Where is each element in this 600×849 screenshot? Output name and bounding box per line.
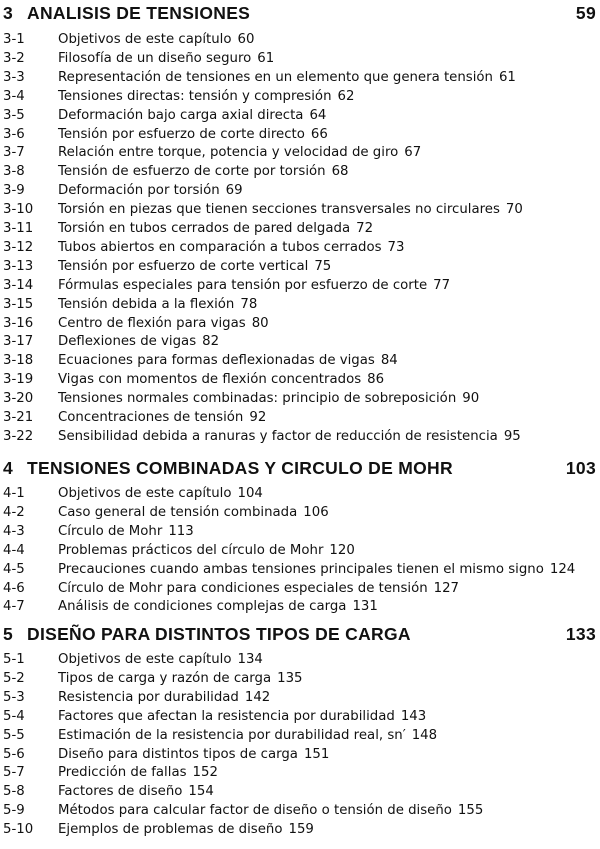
section-title: Análisis de condiciones complejas de carga xyxy=(58,599,347,615)
section-title: Deformación bajo carga axial directa xyxy=(58,107,304,123)
section-title: Precauciones cuando ambas tensiones principales tienen el mismo signo xyxy=(58,561,544,577)
section-page-number: 120 xyxy=(329,542,355,558)
section-number: 5-10 xyxy=(3,822,34,838)
section-number: 3-6 xyxy=(3,126,25,142)
section-page-number: 134 xyxy=(237,652,263,667)
section-title-wrap xyxy=(58,650,263,670)
section-title-wrap xyxy=(58,427,521,447)
section-page-number: 61 xyxy=(498,69,516,85)
section-page-number: 143 xyxy=(400,708,427,724)
section-page-number: 84 xyxy=(380,353,398,369)
section-number: 5-2 xyxy=(3,670,25,686)
section-title-wrap xyxy=(58,408,266,428)
section-number: 5-4 xyxy=(3,708,25,724)
section-title: Tensión debida a la flexión xyxy=(58,296,235,312)
section-title: Deflexiones de vigas xyxy=(58,334,197,350)
section-number: 3-2 xyxy=(3,50,25,66)
section-page-number: 80 xyxy=(251,315,269,331)
section-page-number: 142 xyxy=(244,689,271,705)
section-page-number: 104 xyxy=(237,486,263,501)
section-number: 3-20 xyxy=(3,391,34,407)
section-title: Sensibilidad debida a ranuras y factor de reducción de resistencia xyxy=(58,428,498,444)
section-page-number: 82 xyxy=(202,334,220,350)
section-title-wrap xyxy=(58,332,219,352)
section-page-number: 155 xyxy=(457,803,484,819)
section-page-number: 61 xyxy=(257,50,275,66)
section-page-number: 86 xyxy=(367,372,385,388)
section-title-wrap xyxy=(58,484,263,504)
section-title-wrap xyxy=(58,49,274,69)
section-number: 4-7 xyxy=(3,599,25,615)
section-page-number: 60 xyxy=(237,32,255,47)
section-page-number: 69 xyxy=(225,183,243,199)
section-page-number: 106 xyxy=(303,504,329,520)
section-number: 3-12 xyxy=(3,239,34,255)
section-number: 5-5 xyxy=(3,727,25,743)
section-title: Centro de flexión para vigas xyxy=(58,315,246,331)
chapter-page-number: 59 xyxy=(575,3,596,23)
chapter-heading xyxy=(3,624,598,648)
section-page-number: 78 xyxy=(240,296,258,312)
section-title-wrap xyxy=(58,200,523,220)
chapter-heading xyxy=(3,3,598,27)
section-title-wrap xyxy=(58,820,314,840)
section-page-number: 70 xyxy=(505,202,523,218)
section-page-number: 68 xyxy=(331,164,349,180)
section-title-wrap xyxy=(58,801,483,821)
section-title-wrap xyxy=(58,295,257,315)
chapter-number: 4 xyxy=(3,458,14,478)
section-title-wrap xyxy=(58,238,404,258)
section-page-number: 92 xyxy=(249,410,267,425)
chapter-number: 5 xyxy=(3,624,14,644)
section-page-number: 152 xyxy=(192,765,218,781)
section-title: Objetivos de este capítulo xyxy=(58,486,232,501)
section-number: 3-17 xyxy=(3,334,34,350)
section-number: 5-9 xyxy=(3,803,25,819)
section-title-wrap xyxy=(58,560,575,580)
section-title: Representación de tensiones en un elemento que genera tensión xyxy=(58,69,493,85)
section-title: Tipos de carga y razón de carga xyxy=(58,670,272,686)
section-page-number: 75 xyxy=(314,258,332,274)
section-number: 3-3 xyxy=(3,69,25,85)
section-number: 3-21 xyxy=(3,410,34,425)
section-page-number: 135 xyxy=(277,670,303,686)
section-title-wrap xyxy=(58,314,269,334)
section-title: Filosofía de un diseño seguro xyxy=(58,50,252,66)
section-page-number: 72 xyxy=(356,221,374,236)
section-title: Torsión en piezas que tienen secciones transversales no circulares xyxy=(58,202,500,218)
section-title-wrap xyxy=(58,162,349,182)
section-title-wrap xyxy=(58,87,354,107)
section-title-wrap xyxy=(58,143,421,163)
section-title-wrap xyxy=(58,707,426,727)
section-number: 3-16 xyxy=(3,315,34,331)
chapter-title: DISEÑO PARA DISTINTOS TIPOS DE CARGA xyxy=(27,624,411,644)
section-title: Estimación de la resistencia por durabilidad real, sn′ xyxy=(58,727,406,743)
section-number: 3-5 xyxy=(3,107,25,123)
section-title-wrap xyxy=(58,68,516,88)
section-title: Predicción de fallas xyxy=(58,765,187,781)
section-page-number: 127 xyxy=(433,580,460,596)
section-title-wrap xyxy=(58,688,270,708)
section-number: 3-11 xyxy=(3,221,34,236)
section-page-number: 154 xyxy=(188,784,214,800)
section-title-wrap xyxy=(58,541,355,561)
section-title: Tubos abiertos en comparación a tubos cerrados xyxy=(58,239,382,255)
section-title-wrap xyxy=(58,579,459,599)
section-number: 3-10 xyxy=(3,202,34,218)
section-title-wrap xyxy=(58,503,329,523)
chapter-title: ANALISIS DE TENSIONES xyxy=(27,3,251,23)
section-page-number: 77 xyxy=(433,277,451,293)
section-number: 5-1 xyxy=(3,652,25,667)
section-page-number: 90 xyxy=(462,391,480,407)
section-title-wrap xyxy=(58,669,303,689)
section-number: 4-2 xyxy=(3,504,25,520)
section-number: 3-7 xyxy=(3,145,25,161)
chapter-number: 3 xyxy=(3,3,14,23)
section-number: 4-1 xyxy=(3,486,25,501)
section-title: Diseño para distintos tipos de carga xyxy=(58,746,298,762)
section-title-wrap xyxy=(58,745,329,765)
chapter-page-number: 103 xyxy=(565,458,596,478)
section-title-wrap xyxy=(58,276,450,296)
section-page-number: 95 xyxy=(503,428,521,444)
section-page-number: 62 xyxy=(337,88,355,104)
section-number: 3-8 xyxy=(3,164,25,180)
section-title-wrap xyxy=(58,726,437,746)
section-page-number: 64 xyxy=(309,107,327,123)
section-title-wrap xyxy=(58,370,384,390)
section-title: Concentraciones de tensión xyxy=(58,410,244,425)
section-number: 4-6 xyxy=(3,580,25,596)
chapter-title: TENSIONES COMBINADAS Y CIRCULO DE MOHR xyxy=(27,458,453,478)
section-number: 5-7 xyxy=(3,765,25,781)
section-number: 4-5 xyxy=(3,561,25,577)
section-number: 3-1 xyxy=(3,32,25,47)
section-title: Caso general de tensión combinada xyxy=(58,504,298,520)
section-title: Tensión por esfuerzo de corte vertical xyxy=(58,258,309,274)
section-title: Tensión por esfuerzo de corte directo xyxy=(58,126,305,142)
section-number: 3-18 xyxy=(3,353,34,369)
section-title: Ecuaciones para formas deflexionadas de vigas xyxy=(58,353,375,369)
section-number: 3-13 xyxy=(3,258,34,274)
section-title-wrap xyxy=(58,763,218,783)
section-title-wrap xyxy=(58,257,331,277)
section-title-wrap xyxy=(58,782,214,802)
section-title: Tensiones directas: tensión y compresión xyxy=(58,88,332,104)
section-page-number: 151 xyxy=(303,746,330,762)
section-title: Problemas prácticos del círculo de Mohr xyxy=(58,542,324,558)
section-number: 5-3 xyxy=(3,689,25,705)
section-number: 3-14 xyxy=(3,277,34,293)
section-title-wrap xyxy=(58,30,254,50)
section-number: 3-9 xyxy=(3,183,25,199)
section-title: Tensiones normales combinadas: principio de sobreposición xyxy=(58,391,457,407)
section-title: Círculo de Mohr xyxy=(58,523,163,539)
section-number: 4-3 xyxy=(3,523,25,539)
section-page-number: 131 xyxy=(352,599,378,615)
section-page-number: 67 xyxy=(404,145,422,161)
section-number: 5-6 xyxy=(3,746,25,762)
section-title: Factores de diseño xyxy=(58,784,183,800)
section-number: 3-22 xyxy=(3,428,34,444)
section-title: Ejemplos de problemas de diseño xyxy=(58,822,283,838)
section-page-number: 66 xyxy=(310,126,328,142)
section-title: Objetivos de este capítulo xyxy=(58,652,232,667)
section-title: Resistencia por durabilidad xyxy=(58,689,239,705)
section-number: 3-4 xyxy=(3,88,25,104)
section-title-wrap xyxy=(58,219,373,239)
section-title-wrap xyxy=(58,522,194,542)
section-title-wrap xyxy=(58,125,328,145)
section-page-number: 159 xyxy=(288,822,314,838)
chapter-page-number: 133 xyxy=(565,624,596,644)
section-title: Torsión en tubos cerrados de pared delgada xyxy=(58,221,351,236)
section-number: 4-4 xyxy=(3,542,25,558)
section-number: 3-15 xyxy=(3,296,34,312)
section-title-wrap xyxy=(58,389,479,409)
chapter-heading xyxy=(3,458,598,482)
section-page-number: 113 xyxy=(168,523,194,539)
section-title-wrap xyxy=(58,597,378,617)
section-title: Fórmulas especiales para tensión por esfuerzo de corte xyxy=(58,277,428,293)
section-title: Deformación por torsión xyxy=(58,183,220,199)
section-title: Vigas con momentos de flexión concentrados xyxy=(58,372,362,388)
section-title: Círculo de Mohr para condiciones especiales de tensión xyxy=(58,580,428,596)
section-title-wrap xyxy=(58,181,243,201)
section-title: Métodos para calcular factor de diseño o tensión de diseño xyxy=(58,803,452,819)
section-number: 5-8 xyxy=(3,784,25,800)
section-title: Tensión de esfuerzo de corte por torsión xyxy=(58,164,326,180)
section-page-number: 148 xyxy=(411,727,438,743)
section-page-number: 73 xyxy=(387,239,405,255)
section-title: Factores que afectan la resistencia por durabilidad xyxy=(58,708,395,724)
section-title: Relación entre torque, potencia y velocidad de giro xyxy=(58,145,399,161)
section-number: 3-19 xyxy=(3,372,34,388)
section-title-wrap xyxy=(58,106,326,126)
section-title: Objetivos de este capítulo xyxy=(58,32,232,47)
section-page-number: 124 xyxy=(549,561,576,577)
section-title-wrap xyxy=(58,351,398,371)
